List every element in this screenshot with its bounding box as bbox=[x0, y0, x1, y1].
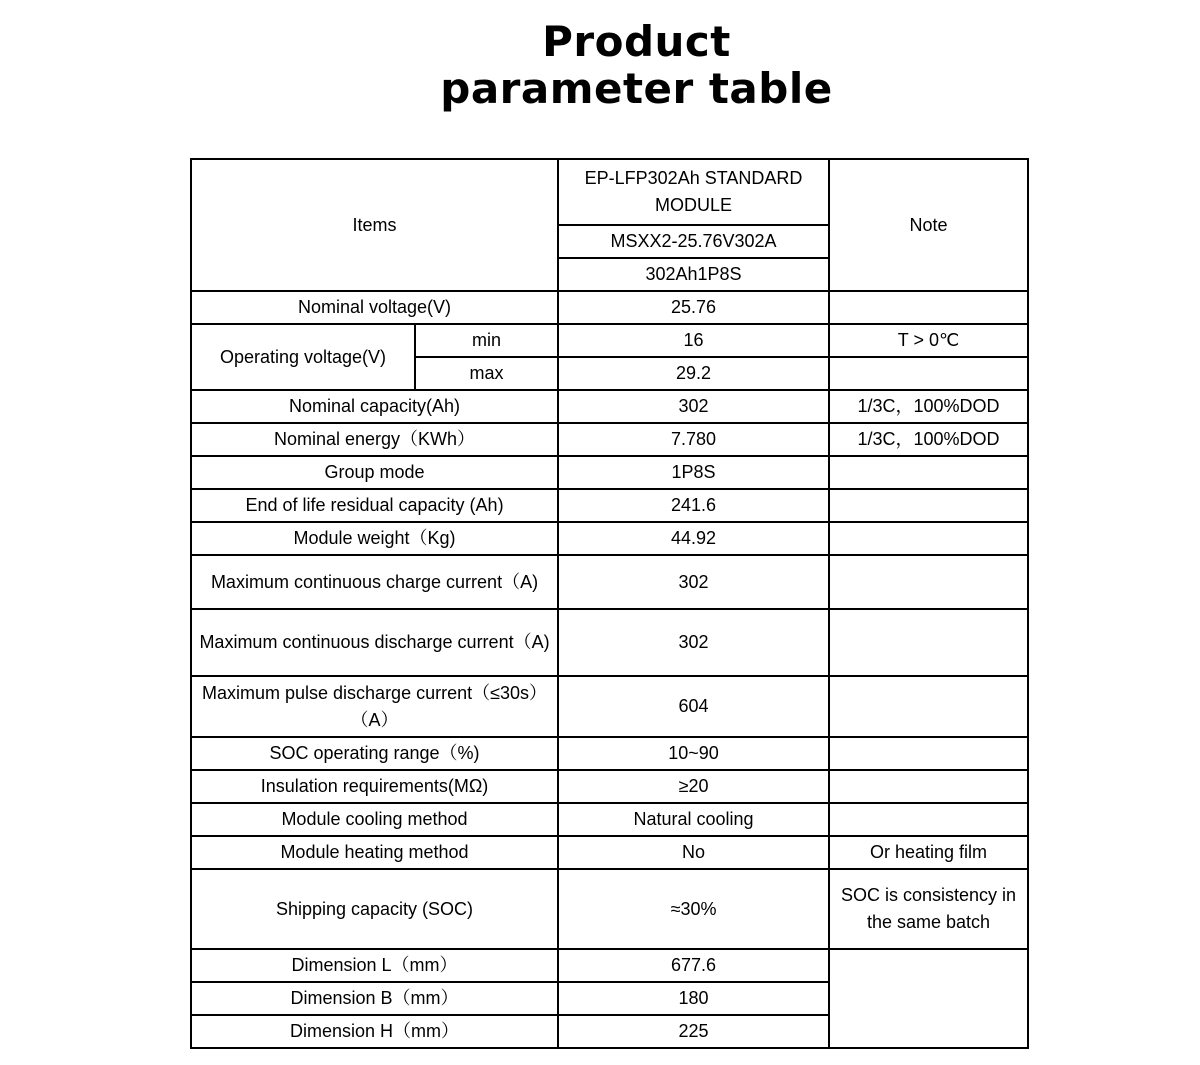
row-sublabel: min bbox=[415, 324, 558, 357]
row-note: Or heating film bbox=[829, 836, 1028, 869]
row-note bbox=[829, 357, 1028, 390]
row-label: Maximum pulse discharge current（≤30s）（A） bbox=[191, 676, 558, 737]
row-note bbox=[829, 737, 1028, 770]
row-note bbox=[829, 489, 1028, 522]
table-row bbox=[191, 555, 1028, 609]
row-note: 1/3C，100%DOD bbox=[829, 390, 1028, 423]
table-row bbox=[191, 737, 1028, 770]
row-value: 16 bbox=[558, 324, 829, 357]
row-note bbox=[829, 522, 1028, 555]
table-row bbox=[191, 522, 1028, 555]
row-note: 1/3C，100%DOD bbox=[829, 423, 1028, 456]
row-label: Dimension B（mm） bbox=[191, 982, 558, 1015]
row-value: Natural cooling bbox=[558, 803, 829, 836]
row-label: Nominal voltage(V) bbox=[191, 291, 558, 324]
table-row bbox=[191, 869, 1028, 949]
page-title bbox=[0, 18, 1200, 112]
row-value: 10~90 bbox=[558, 737, 829, 770]
row-label: SOC operating range（%) bbox=[191, 737, 558, 770]
table-row bbox=[191, 836, 1028, 869]
row-note bbox=[829, 803, 1028, 836]
row-value: 302 bbox=[558, 609, 829, 676]
row-note-empty bbox=[829, 949, 1028, 1048]
header-note: Note bbox=[829, 159, 1028, 291]
header-model-config: 302Ah1P8S bbox=[558, 258, 829, 291]
row-note bbox=[829, 555, 1028, 609]
row-label: Group mode bbox=[191, 456, 558, 489]
header-model-name: EP-LFP302Ah STANDARD MODULE bbox=[558, 159, 829, 225]
row-value: 225 bbox=[558, 1015, 829, 1048]
row-value: 1P8S bbox=[558, 456, 829, 489]
table-row bbox=[191, 770, 1028, 803]
row-value: 44.92 bbox=[558, 522, 829, 555]
page-title-line-1: Product bbox=[542, 17, 731, 66]
row-label: Insulation requirements(MΩ) bbox=[191, 770, 558, 803]
row-value: 302 bbox=[558, 555, 829, 609]
header-model-code: MSXX2-25.76V302A bbox=[558, 225, 829, 258]
table-row bbox=[191, 803, 1028, 836]
row-note bbox=[829, 291, 1028, 324]
row-value: ≥20 bbox=[558, 770, 829, 803]
row-note bbox=[829, 609, 1028, 676]
row-value: 29.2 bbox=[558, 357, 829, 390]
table-row bbox=[191, 676, 1028, 737]
row-value: 302 bbox=[558, 390, 829, 423]
row-value: 677.6 bbox=[558, 949, 829, 982]
row-label: Maximum continuous charge current（A) bbox=[191, 555, 558, 609]
row-note bbox=[829, 676, 1028, 737]
row-label: Nominal energy（KWh） bbox=[191, 423, 558, 456]
row-label: Module weight（Kg) bbox=[191, 522, 558, 555]
row-label: Module heating method bbox=[191, 836, 558, 869]
row-value: 604 bbox=[558, 676, 829, 737]
row-label: Nominal capacity(Ah) bbox=[191, 390, 558, 423]
table-header-row bbox=[191, 159, 1028, 225]
row-value: 241.6 bbox=[558, 489, 829, 522]
row-value: No bbox=[558, 836, 829, 869]
table-row bbox=[191, 609, 1028, 676]
table-row bbox=[191, 489, 1028, 522]
row-note bbox=[829, 770, 1028, 803]
row-label: Maximum continuous discharge current（A) bbox=[191, 609, 558, 676]
row-value: 180 bbox=[558, 982, 829, 1015]
row-label: Dimension H（mm） bbox=[191, 1015, 558, 1048]
header-items: Items bbox=[191, 159, 558, 291]
row-note: T > 0℃ bbox=[829, 324, 1028, 357]
row-label: Dimension L（mm） bbox=[191, 949, 558, 982]
row-value: 7.780 bbox=[558, 423, 829, 456]
row-value: 25.76 bbox=[558, 291, 829, 324]
table-row bbox=[191, 291, 1028, 324]
row-value: ≈30% bbox=[558, 869, 829, 949]
page-title-line-2: parameter table bbox=[440, 64, 833, 113]
table-row bbox=[191, 390, 1028, 423]
table-row bbox=[191, 324, 1028, 357]
row-label: Shipping capacity (SOC) bbox=[191, 869, 558, 949]
row-label: Module cooling method bbox=[191, 803, 558, 836]
table-row bbox=[191, 949, 1028, 982]
row-label: End of life residual capacity (Ah) bbox=[191, 489, 558, 522]
parameter-table bbox=[190, 158, 1029, 1049]
row-note: SOC is consistency in the same batch bbox=[829, 869, 1028, 949]
row-label: Operating voltage(V) bbox=[191, 324, 415, 390]
table-row bbox=[191, 423, 1028, 456]
table-row bbox=[191, 456, 1028, 489]
row-sublabel: max bbox=[415, 357, 558, 390]
row-note bbox=[829, 456, 1028, 489]
